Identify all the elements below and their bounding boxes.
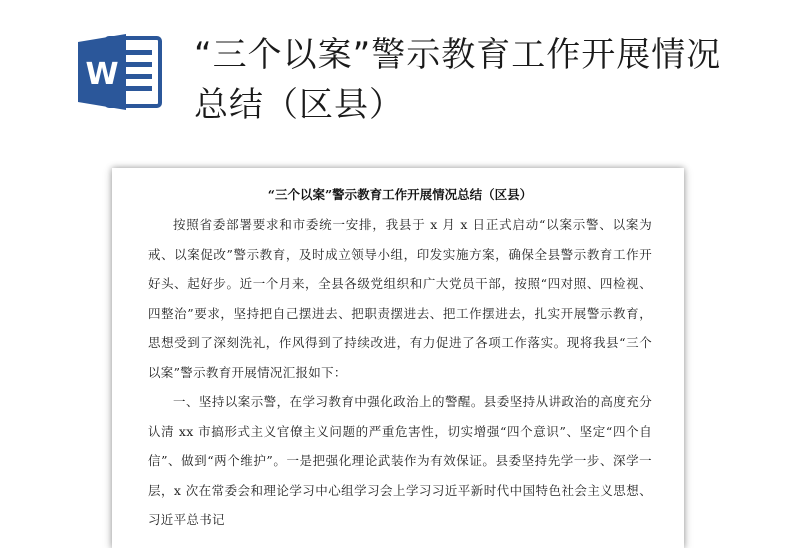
page-title: “三个以案”警示教育工作开展情况总结（区县） [194, 35, 722, 125]
document-paragraph: 一、坚持以案示警，在学习教育中强化政治上的警醒。县委坚持从讲政治的高度充分认清 xx 市搞形式主义官僚主义问题的严重危害性，切实增强“四个意识”、坚定“四个自信”、做到“两个维护”。一是把强化理论武装作为有效保证。县委坚持先学一步、深学一层，x 次在常委会和理论学习中心组学习会上学习习近平新时代中国特色社会主义思想、习近平总书记 [148, 394, 652, 527]
word-document-icon [76, 32, 164, 112]
document-page [112, 168, 684, 548]
document-paragraph: 按照省委部署要求和市委统一安排，我县于 x 月 x 日正式启动“以案示警、以案为戒、以案促改”警示教育，及时成立领导小组，印发实施方案，确保全县警示教育工作开好头、起好步。近一个月来，全县各级党组织和广大党员干部，按照“四对照、四检视、四整治”要求，坚持把自己摆进去、把职责摆进去、把工作摆进去，扎实开展警示教育，思想受到了深刻洗礼，作风得到了持续改进，有力促进了各项工作落实。现将我县“三个以案”警示教育开展情况汇报如下： [148, 217, 652, 380]
word-icon-letter: W [85, 57, 119, 92]
document-heading: “三个以案”警示教育工作开展情况总结（区县） [267, 187, 533, 202]
